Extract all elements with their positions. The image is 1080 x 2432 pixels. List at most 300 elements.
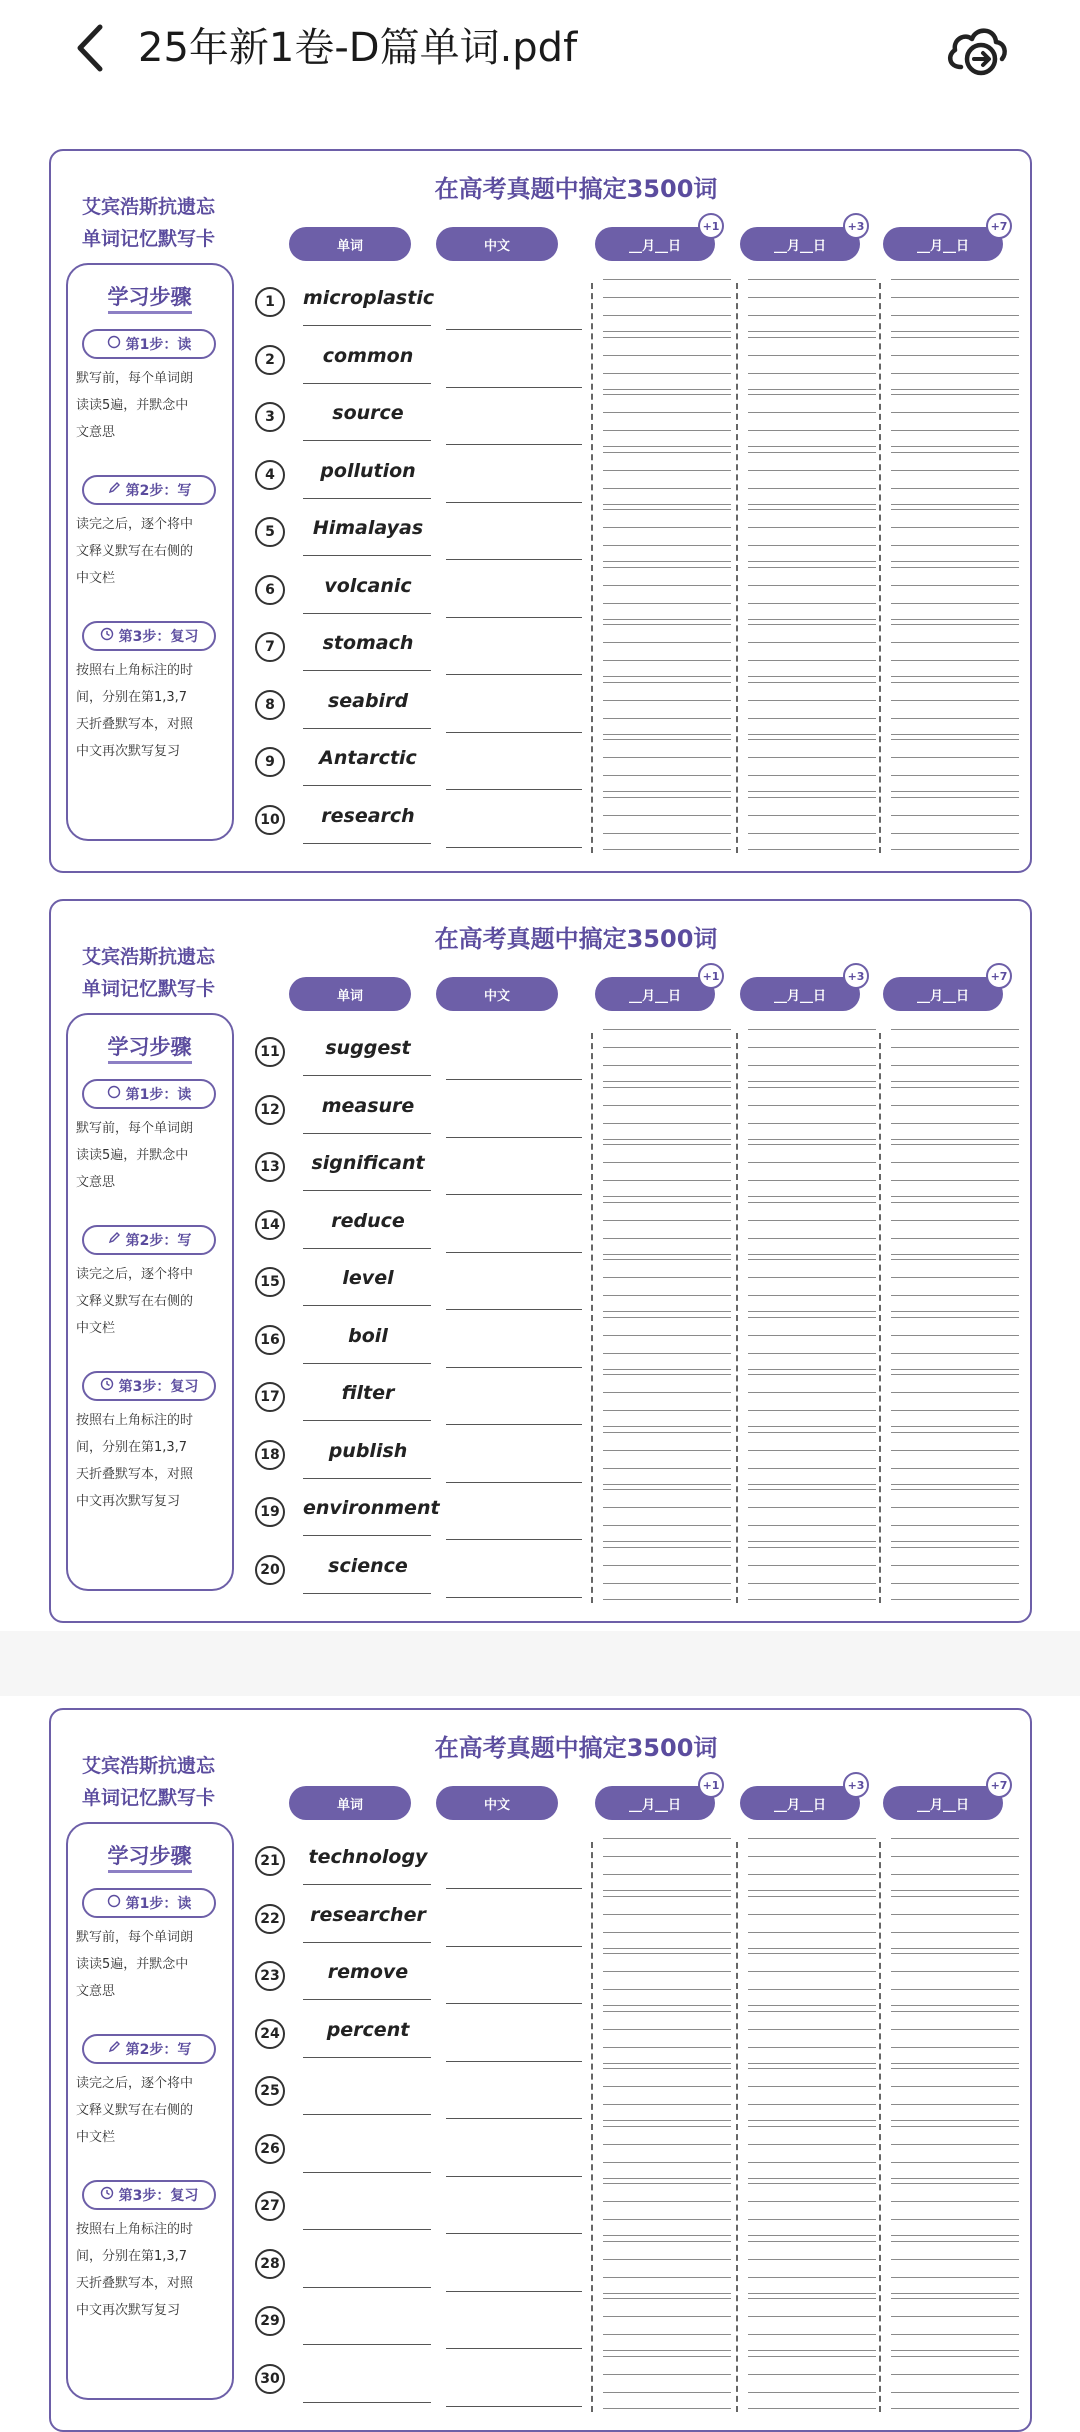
review-writing-line[interactable] (603, 682, 731, 683)
review-writing-line[interactable] (748, 337, 876, 338)
review-writing-line[interactable] (891, 389, 1019, 390)
review-writing-line[interactable] (748, 1374, 876, 1375)
review-writing-line[interactable] (748, 2298, 876, 2299)
review-writing-line[interactable] (891, 757, 1019, 758)
review-writing-line[interactable] (891, 2183, 1019, 2184)
review-writing-line[interactable] (748, 394, 876, 395)
review-writing-line[interactable] (891, 2408, 1019, 2409)
review-writing-line[interactable] (748, 430, 876, 431)
review-writing-line[interactable] (603, 355, 731, 356)
review-writing-line[interactable] (748, 1932, 876, 1933)
review-writing-line[interactable] (748, 1484, 876, 1485)
review-writing-line[interactable] (891, 1450, 1019, 1451)
review-writing-line[interactable] (891, 561, 1019, 562)
review-writing-line[interactable] (891, 682, 1019, 683)
review-writing-line[interactable] (748, 1202, 876, 1203)
chinese-answer-line[interactable] (446, 1424, 582, 1425)
review-writing-line[interactable] (603, 1335, 731, 1336)
review-writing-line[interactable] (891, 1144, 1019, 1145)
review-writing-line[interactable] (603, 1525, 731, 1526)
review-writing-line[interactable] (891, 1317, 1019, 1318)
chinese-answer-line[interactable] (446, 1309, 582, 1310)
review-writing-line[interactable] (603, 1392, 731, 1393)
chinese-answer-line[interactable] (446, 1946, 582, 1947)
review-writing-line[interactable] (891, 509, 1019, 510)
chinese-answer-line[interactable] (446, 1482, 582, 1483)
review-writing-line[interactable] (891, 1599, 1019, 1600)
review-writing-line[interactable] (748, 734, 876, 735)
review-writing-line[interactable] (891, 1123, 1019, 1124)
review-writing-line[interactable] (748, 1948, 876, 1949)
review-writing-line[interactable] (891, 1896, 1019, 1897)
review-writing-line[interactable] (891, 373, 1019, 374)
review-writing-line[interactable] (891, 1932, 1019, 1933)
review-writing-line[interactable] (891, 1489, 1019, 1490)
review-writing-line[interactable] (891, 2162, 1019, 2163)
review-writing-line[interactable] (891, 1087, 1019, 1088)
review-writing-line[interactable] (748, 642, 876, 643)
review-writing-line[interactable] (891, 797, 1019, 798)
review-writing-line[interactable] (748, 2162, 876, 2163)
review-writing-line[interactable] (891, 1162, 1019, 1163)
review-writing-line[interactable] (603, 2374, 731, 2375)
review-writing-line[interactable] (748, 2408, 876, 2409)
review-writing-line[interactable] (748, 1065, 876, 1066)
review-writing-line[interactable] (748, 1081, 876, 1082)
review-writing-line[interactable] (603, 1220, 731, 1221)
review-writing-line[interactable] (748, 2316, 876, 2317)
review-writing-line[interactable] (748, 2334, 876, 2335)
chinese-answer-line[interactable] (446, 2061, 582, 2062)
review-writing-line[interactable] (603, 1374, 731, 1375)
review-writing-line[interactable] (603, 1565, 731, 1566)
review-writing-line[interactable] (748, 1547, 876, 1548)
review-writing-line[interactable] (603, 1953, 731, 1954)
review-writing-line[interactable] (891, 337, 1019, 338)
review-writing-line[interactable] (748, 2086, 876, 2087)
review-writing-line[interactable] (748, 446, 876, 447)
review-writing-line[interactable] (891, 527, 1019, 528)
review-writing-line[interactable] (603, 833, 731, 834)
review-writing-line[interactable] (603, 2235, 731, 2236)
review-writing-line[interactable] (748, 2047, 876, 2048)
review-writing-line[interactable] (603, 1583, 731, 1584)
review-writing-line[interactable] (603, 470, 731, 471)
review-writing-line[interactable] (748, 1599, 876, 1600)
review-writing-line[interactable] (748, 2183, 876, 2184)
review-writing-line[interactable] (748, 1525, 876, 1526)
review-writing-line[interactable] (603, 1896, 731, 1897)
review-writing-line[interactable] (748, 2011, 876, 2012)
review-writing-line[interactable] (603, 1105, 731, 1106)
review-writing-line[interactable] (603, 2047, 731, 2048)
review-writing-line[interactable] (748, 2201, 876, 2202)
review-writing-line[interactable] (891, 2063, 1019, 2064)
review-writing-line[interactable] (603, 430, 731, 431)
review-writing-line[interactable] (603, 2350, 731, 2351)
review-writing-line[interactable] (891, 1410, 1019, 1411)
review-writing-line[interactable] (891, 315, 1019, 316)
review-writing-line[interactable] (891, 2219, 1019, 2220)
review-writing-line[interactable] (603, 2277, 731, 2278)
chinese-answer-line[interactable] (446, 1597, 582, 1598)
review-writing-line[interactable] (891, 1583, 1019, 1584)
review-writing-line[interactable] (603, 315, 731, 316)
chinese-answer-line[interactable] (446, 2291, 582, 2292)
review-writing-line[interactable] (748, 1426, 876, 1427)
review-writing-line[interactable] (603, 1410, 731, 1411)
review-writing-line[interactable] (891, 2144, 1019, 2145)
review-writing-line[interactable] (748, 2259, 876, 2260)
review-writing-line[interactable] (891, 1202, 1019, 1203)
review-writing-line[interactable] (603, 1426, 731, 1427)
review-writing-line[interactable] (603, 1180, 731, 1181)
review-writing-line[interactable] (603, 849, 731, 850)
review-writing-line[interactable] (891, 718, 1019, 719)
review-writing-line[interactable] (603, 1547, 731, 1548)
review-writing-line[interactable] (603, 2126, 731, 2127)
review-writing-line[interactable] (603, 660, 731, 661)
review-writing-line[interactable] (748, 603, 876, 604)
review-writing-line[interactable] (891, 1484, 1019, 1485)
review-writing-line[interactable] (603, 1856, 731, 1857)
review-writing-line[interactable] (891, 833, 1019, 834)
review-writing-line[interactable] (603, 2005, 731, 2006)
review-writing-line[interactable] (891, 1254, 1019, 1255)
review-writing-line[interactable] (603, 1353, 731, 1354)
review-writing-line[interactable] (891, 1081, 1019, 1082)
review-writing-line[interactable] (603, 1890, 731, 1891)
review-writing-line[interactable] (603, 1874, 731, 1875)
review-writing-line[interactable] (891, 624, 1019, 625)
review-writing-line[interactable] (603, 1317, 731, 1318)
review-writing-line[interactable] (603, 1948, 731, 1949)
review-writing-line[interactable] (748, 2104, 876, 2105)
review-writing-line[interactable] (603, 1541, 731, 1542)
review-writing-line[interactable] (748, 297, 876, 298)
chinese-answer-line[interactable] (446, 1367, 582, 1368)
review-writing-line[interactable] (748, 1335, 876, 1336)
review-writing-line[interactable] (891, 1890, 1019, 1891)
review-writing-line[interactable] (891, 1311, 1019, 1312)
review-writing-line[interactable] (748, 1259, 876, 1260)
review-writing-line[interactable] (603, 739, 731, 740)
cloud-upload-button[interactable] (940, 14, 1012, 82)
review-writing-line[interactable] (603, 603, 731, 604)
review-writing-line[interactable] (603, 2011, 731, 2012)
review-writing-line[interactable] (603, 412, 731, 413)
review-writing-line[interactable] (748, 355, 876, 356)
review-writing-line[interactable] (748, 757, 876, 758)
chinese-answer-line[interactable] (446, 2118, 582, 2119)
review-writing-line[interactable] (603, 1311, 731, 1312)
chinese-answer-line[interactable] (446, 2176, 582, 2177)
review-writing-line[interactable] (748, 624, 876, 625)
review-writing-line[interactable] (891, 394, 1019, 395)
review-writing-line[interactable] (748, 700, 876, 701)
review-writing-line[interactable] (891, 1392, 1019, 1393)
review-writing-line[interactable] (891, 2178, 1019, 2179)
review-writing-line[interactable] (603, 2293, 731, 2294)
review-writing-line[interactable] (748, 315, 876, 316)
review-writing-line[interactable] (748, 1896, 876, 1897)
chinese-answer-line[interactable] (446, 2233, 582, 2234)
review-writing-line[interactable] (891, 2235, 1019, 2236)
review-writing-line[interactable] (891, 2011, 1019, 2012)
review-writing-line[interactable] (891, 700, 1019, 701)
review-writing-line[interactable] (748, 775, 876, 776)
review-writing-line[interactable] (603, 1932, 731, 1933)
review-writing-line[interactable] (603, 2392, 731, 2393)
review-writing-line[interactable] (891, 2316, 1019, 2317)
review-writing-line[interactable] (891, 1259, 1019, 1260)
review-writing-line[interactable] (891, 676, 1019, 677)
chinese-answer-line[interactable] (446, 2406, 582, 2407)
review-writing-line[interactable] (603, 2219, 731, 2220)
review-writing-line[interactable] (748, 2029, 876, 2030)
review-writing-line[interactable] (748, 1489, 876, 1490)
review-writing-line[interactable] (748, 1162, 876, 1163)
chinese-answer-line[interactable] (446, 329, 582, 330)
review-writing-line[interactable] (891, 815, 1019, 816)
review-writing-line[interactable] (603, 1162, 731, 1163)
review-writing-line[interactable] (748, 1254, 876, 1255)
review-writing-line[interactable] (603, 757, 731, 758)
review-writing-line[interactable] (748, 504, 876, 505)
review-writing-line[interactable] (748, 1311, 876, 1312)
review-writing-line[interactable] (891, 2392, 1019, 2393)
review-writing-line[interactable] (891, 2104, 1019, 2105)
chinese-answer-line[interactable] (446, 2348, 582, 2349)
review-writing-line[interactable] (603, 1254, 731, 1255)
review-writing-line[interactable] (603, 337, 731, 338)
review-writing-line[interactable] (748, 389, 876, 390)
review-writing-line[interactable] (603, 1989, 731, 1990)
review-writing-line[interactable] (891, 1914, 1019, 1915)
review-writing-line[interactable] (603, 2029, 731, 2030)
review-writing-line[interactable] (891, 603, 1019, 604)
review-writing-line[interactable] (748, 619, 876, 620)
review-writing-line[interactable] (891, 1065, 1019, 1066)
review-writing-line[interactable] (603, 775, 731, 776)
review-writing-line[interactable] (603, 545, 731, 546)
review-writing-line[interactable] (603, 718, 731, 719)
review-writing-line[interactable] (748, 1139, 876, 1140)
chinese-answer-line[interactable] (446, 444, 582, 445)
review-writing-line[interactable] (603, 1450, 731, 1451)
review-writing-line[interactable] (891, 849, 1019, 850)
review-writing-line[interactable] (748, 1989, 876, 1990)
review-writing-line[interactable] (748, 2005, 876, 2006)
review-writing-line[interactable] (748, 2178, 876, 2179)
review-writing-line[interactable] (891, 297, 1019, 298)
review-writing-line[interactable] (748, 1295, 876, 1296)
chinese-answer-line[interactable] (446, 674, 582, 675)
review-writing-line[interactable] (891, 452, 1019, 453)
review-writing-line[interactable] (891, 1105, 1019, 1106)
review-writing-line[interactable] (891, 619, 1019, 620)
review-writing-line[interactable] (748, 561, 876, 562)
chinese-answer-line[interactable] (446, 847, 582, 848)
review-writing-line[interactable] (891, 2029, 1019, 2030)
review-writing-line[interactable] (748, 331, 876, 332)
review-writing-line[interactable] (748, 527, 876, 528)
review-writing-line[interactable] (748, 1507, 876, 1508)
review-writing-line[interactable] (603, 815, 731, 816)
review-writing-line[interactable] (748, 2219, 876, 2220)
review-writing-line[interactable] (891, 1238, 1019, 1239)
review-writing-line[interactable] (603, 1838, 731, 1839)
review-writing-line[interactable] (603, 561, 731, 562)
review-writing-line[interactable] (891, 279, 1019, 280)
review-writing-line[interactable] (748, 1583, 876, 1584)
review-writing-line[interactable] (603, 1081, 731, 1082)
review-writing-line[interactable] (603, 2068, 731, 2069)
review-writing-line[interactable] (603, 1202, 731, 1203)
review-writing-line[interactable] (891, 2293, 1019, 2294)
review-writing-line[interactable] (748, 2241, 876, 2242)
review-writing-line[interactable] (603, 1277, 731, 1278)
chinese-answer-line[interactable] (446, 732, 582, 733)
review-writing-line[interactable] (603, 488, 731, 489)
review-writing-line[interactable] (748, 2235, 876, 2236)
review-writing-line[interactable] (748, 1450, 876, 1451)
review-writing-line[interactable] (891, 1180, 1019, 1181)
review-writing-line[interactable] (891, 1856, 1019, 1857)
review-writing-line[interactable] (891, 1374, 1019, 1375)
review-writing-line[interactable] (748, 2277, 876, 2278)
review-writing-line[interactable] (603, 642, 731, 643)
review-writing-line[interactable] (603, 1507, 731, 1508)
review-writing-line[interactable] (891, 1196, 1019, 1197)
review-writing-line[interactable] (603, 504, 731, 505)
review-writing-line[interactable] (748, 1317, 876, 1318)
review-writing-line[interactable] (891, 734, 1019, 735)
review-writing-line[interactable] (748, 1196, 876, 1197)
review-writing-line[interactable] (603, 2183, 731, 2184)
review-writing-line[interactable] (891, 1432, 1019, 1433)
review-writing-line[interactable] (891, 2356, 1019, 2357)
review-writing-line[interactable] (748, 1432, 876, 1433)
review-writing-line[interactable] (748, 1392, 876, 1393)
review-writing-line[interactable] (891, 1525, 1019, 1526)
review-writing-line[interactable] (748, 1087, 876, 1088)
review-writing-line[interactable] (748, 412, 876, 413)
review-writing-line[interactable] (891, 355, 1019, 356)
review-writing-line[interactable] (603, 567, 731, 568)
chinese-answer-line[interactable] (446, 502, 582, 503)
review-writing-line[interactable] (891, 739, 1019, 740)
review-writing-line[interactable] (603, 509, 731, 510)
review-writing-line[interactable] (748, 2356, 876, 2357)
review-writing-line[interactable] (891, 1353, 1019, 1354)
chinese-answer-line[interactable] (446, 1079, 582, 1080)
review-writing-line[interactable] (748, 1856, 876, 1857)
review-writing-line[interactable] (603, 1196, 731, 1197)
review-writing-line[interactable] (603, 527, 731, 528)
chinese-answer-line[interactable] (446, 1252, 582, 1253)
review-writing-line[interactable] (891, 2241, 1019, 2242)
review-writing-line[interactable] (891, 1948, 1019, 1949)
review-writing-line[interactable] (748, 1123, 876, 1124)
review-writing-line[interactable] (891, 504, 1019, 505)
review-writing-line[interactable] (748, 1410, 876, 1411)
review-writing-line[interactable] (748, 1047, 876, 1048)
review-writing-line[interactable] (891, 1139, 1019, 1140)
review-writing-line[interactable] (748, 1468, 876, 1469)
chinese-answer-line[interactable] (446, 1888, 582, 1889)
review-writing-line[interactable] (603, 2356, 731, 2357)
review-writing-line[interactable] (603, 1029, 731, 1030)
review-writing-line[interactable] (748, 2374, 876, 2375)
back-button[interactable] (62, 20, 118, 76)
review-writing-line[interactable] (748, 1541, 876, 1542)
review-writing-line[interactable] (748, 1953, 876, 1954)
review-writing-line[interactable] (748, 2068, 876, 2069)
review-writing-line[interactable] (748, 797, 876, 798)
review-writing-line[interactable] (748, 1971, 876, 1972)
review-writing-line[interactable] (603, 1259, 731, 1260)
review-writing-line[interactable] (891, 2298, 1019, 2299)
chinese-answer-line[interactable] (446, 387, 582, 388)
review-writing-line[interactable] (891, 2201, 1019, 2202)
review-writing-line[interactable] (603, 2162, 731, 2163)
review-writing-line[interactable] (603, 1295, 731, 1296)
review-writing-line[interactable] (891, 2259, 1019, 2260)
review-writing-line[interactable] (891, 1047, 1019, 1048)
review-writing-line[interactable] (748, 2392, 876, 2393)
review-writing-line[interactable] (748, 1369, 876, 1370)
review-writing-line[interactable] (603, 297, 731, 298)
review-writing-line[interactable] (748, 1238, 876, 1239)
review-writing-line[interactable] (891, 791, 1019, 792)
review-writing-line[interactable] (603, 389, 731, 390)
review-writing-line[interactable] (603, 394, 731, 395)
review-writing-line[interactable] (603, 1139, 731, 1140)
chinese-answer-line[interactable] (446, 789, 582, 790)
review-writing-line[interactable] (748, 545, 876, 546)
review-writing-line[interactable] (748, 2350, 876, 2351)
review-writing-line[interactable] (603, 1914, 731, 1915)
review-writing-line[interactable] (891, 1029, 1019, 1030)
review-writing-line[interactable] (891, 2334, 1019, 2335)
chinese-answer-line[interactable] (446, 1137, 582, 1138)
review-writing-line[interactable] (891, 1838, 1019, 1839)
review-writing-line[interactable] (891, 2120, 1019, 2121)
review-writing-line[interactable] (748, 1914, 876, 1915)
review-writing-line[interactable] (748, 1890, 876, 1891)
review-writing-line[interactable] (748, 833, 876, 834)
review-writing-line[interactable] (603, 1369, 731, 1370)
review-writing-line[interactable] (748, 2144, 876, 2145)
review-writing-line[interactable] (891, 2374, 1019, 2375)
review-writing-line[interactable] (603, 797, 731, 798)
review-writing-line[interactable] (891, 642, 1019, 643)
review-writing-line[interactable] (748, 2126, 876, 2127)
review-writing-line[interactable] (891, 567, 1019, 568)
review-writing-line[interactable] (891, 2047, 1019, 2048)
review-writing-line[interactable] (603, 373, 731, 374)
review-writing-line[interactable] (603, 1144, 731, 1145)
review-writing-line[interactable] (748, 676, 876, 677)
review-writing-line[interactable] (748, 682, 876, 683)
review-writing-line[interactable] (603, 676, 731, 677)
review-writing-line[interactable] (603, 2104, 731, 2105)
review-writing-line[interactable] (748, 509, 876, 510)
review-writing-line[interactable] (748, 718, 876, 719)
review-writing-line[interactable] (891, 470, 1019, 471)
review-writing-line[interactable] (891, 1468, 1019, 1469)
